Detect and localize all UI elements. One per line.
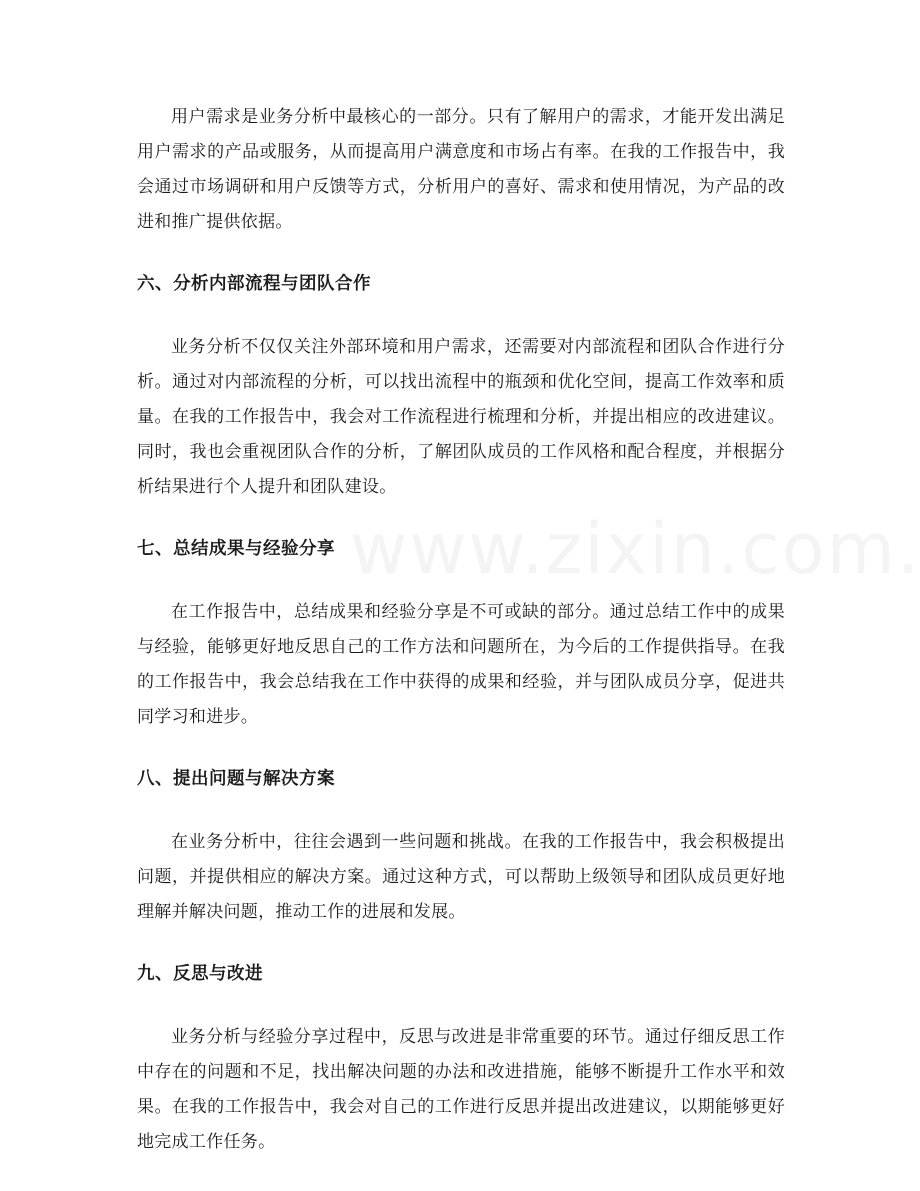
section-heading-9: 九、反思与改进 [137, 964, 263, 984]
section-heading-8: 八、提出问题与解决方案 [137, 769, 335, 789]
section-body-9: 业务分析与经验分享过程中，反思与改进是非常重要的环节。通过仔细反思工作中存在的问题和不足，找出解决问题的办法和改进措施，能够不断提升工作水平和效果。在我的工作报告中，我会对自己的工作进行反思并提出改进建议，以期能够更好地完成工作任务。 [137, 1027, 785, 1152]
section-heading-6: 六、分析内部流程与团队合作 [137, 274, 371, 294]
section-heading-7: 七、总结成果与经验分享 [137, 539, 335, 559]
document-content [137, 100, 785, 1160]
intro-paragraph: 用户需求是业务分析中最核心的一部分。只有了解用户的需求，才能开发出满足用户需求的产品或服务，从而提高用户满意度和市场占有率。在我的工作报告中，我会通过市场调研和用户反馈等方式，分析用户的喜好、需求和使用情况，为产品的改进和推广提供依据。 [137, 107, 785, 232]
section-body-7: 在工作报告中，总结成果和经验分享是不可或缺的部分。通过总结工作中的成果与经验，能够更好地反思自己的工作方法和问题所在，为今后的工作提供指导。在我的工作报告中，我会总结我在工作中获得的成果和经验，并与团队成员分享，促进共同学习和进步。 [137, 602, 785, 727]
section-body-8: 在业务分析中，往往会遇到一些问题和挑战。在我的工作报告中，我会积极提出问题，并提供相应的解决方案。通过这种方式，可以帮助上级领导和团队成员更好地理解并解决问题，推动工作的进展和发展。 [137, 832, 785, 922]
section-body-6: 业务分析不仅仅关注外部环境和用户需求，还需要对内部流程和团队合作进行分析。通过对内部流程的分析，可以找出流程中的瓶颈和优化空间，提高工作效率和质量。在我的工作报告中，我会对工作流程进行梳理和分析，并提出相应的改进建议。同时，我也会重视团队合作的分析，了解团队成员的工作风格和配合程度，并根据分析结果进行个人提升和团队建设。 [137, 337, 785, 497]
